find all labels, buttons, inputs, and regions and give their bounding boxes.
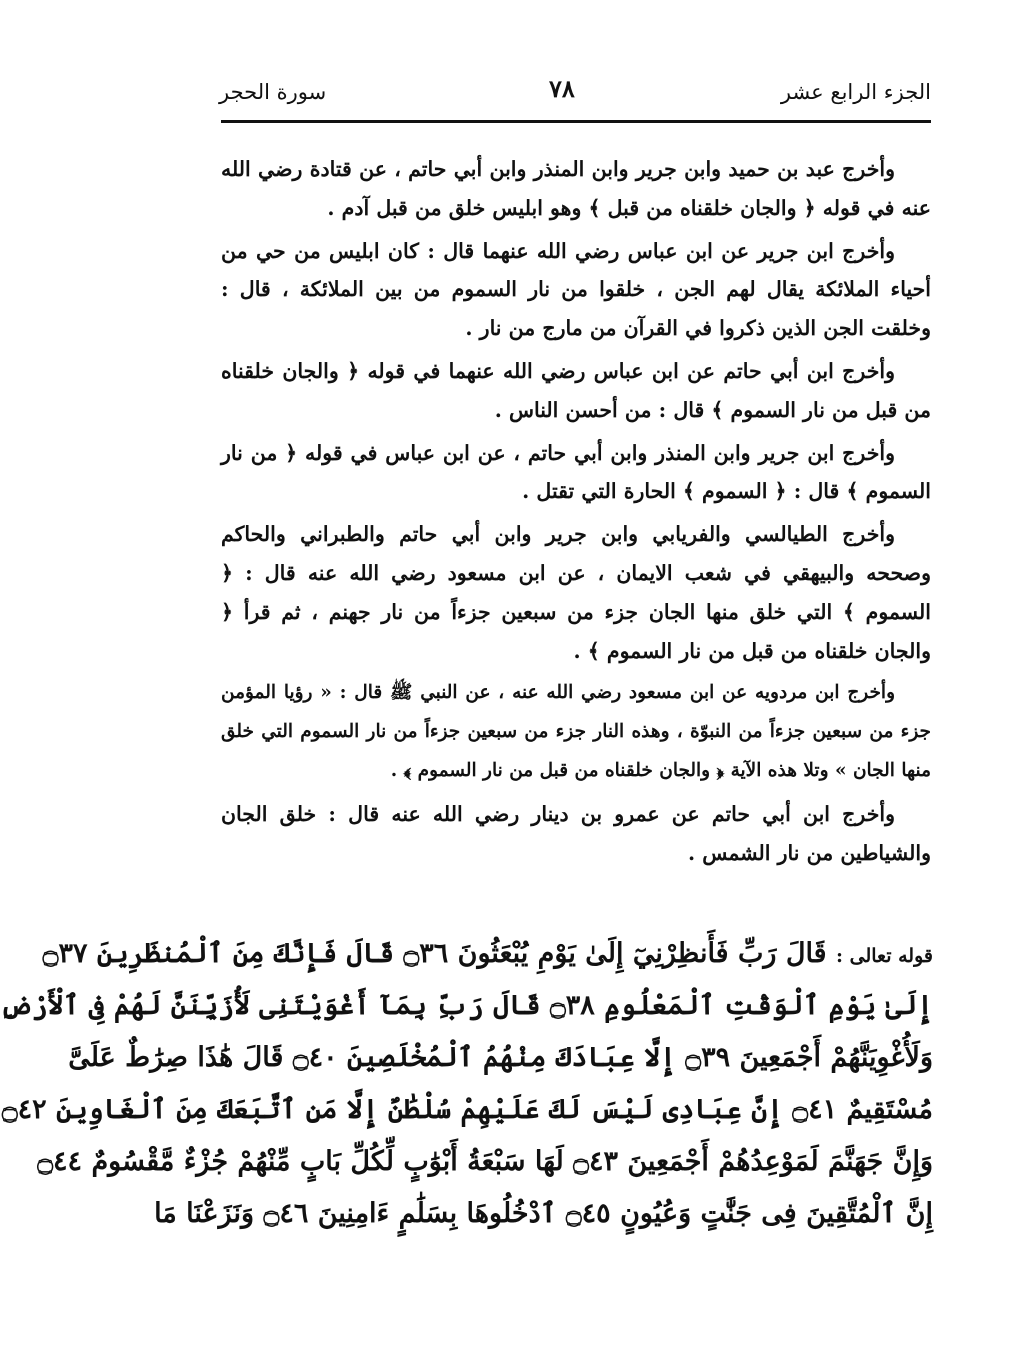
paragraph: وأخرج ابن أبي حاتم عن عمرو بن دينار رضي الله عنه قال : خلق الجان والشياطين من نار الشمس .	[221, 801, 931, 865]
quran-line	[42, 928, 933, 980]
commentary-text	[221, 150, 931, 876]
surah-title: سورة الحجر	[219, 80, 327, 104]
page-number: ٧٨	[549, 74, 575, 103]
quran-line: وَإِنَّ جَهَنَّمَ لَمَوْعِدُهُمْ أَجْمَعِينَ ۝٤٣ لَهَا سَبْعَةُ أَبْوَٰبٍ لِّكُلِّ بَابٍ مِّنْهُمْ جُزْءٌ مَّقْسُومٌ ۝٤٤	[37, 1146, 933, 1177]
header-rule	[221, 120, 931, 123]
juz-title: الجزء الرابع عشر	[780, 80, 931, 104]
quran-line: إِلَىٰ يَوْمِ ٱلْوَقْتِ ٱلْمَعْلُومِ ۝٣٨ قَالَ رَبِّ بِمَآ أَغْوَيْتَنِى لَأُزَيِّنَنَّ لَهُمْ فِى ٱلْأَرْضِ	[0, 990, 933, 1021]
verse-intro-label: قوله تعالى :	[836, 945, 933, 967]
quran-verses	[0, 928, 933, 1240]
paragraph: وأخرج الطيالسي والفريابي وابن جرير وابن أبي حاتم والطبراني والحاكم وصححه والبيهقي في شعب الايمان ، عن ابن مسعود رضي الله عنه قال : ﴿ السموم ﴾ التي خلق منها الجان جزء من سبعين جزءاً من نار جهنم ، ثم قرأ ﴿ والجان خلقناه من قبل من نار السموم ﴾ .	[221, 522, 931, 663]
quran-line: وَلَأُغْوِيَنَّهُمْ أَجْمَعِينَ ۝٣٩ إِلَّا عِبَادَكَ مِنْهُمُ ٱلْمُخْلَصِينَ ۝٤٠ قَالَ هَٰذَا صِرَٰطٌ عَلَىَّ	[68, 1042, 933, 1073]
paragraph: وأخرج ابن جرير عن ابن عباس رضي الله عنهما قال : كان ابليس من حي من أحياء الملائكة يقال لهم الجن ، خلقوا من نار السموم من بين الملائكة ، قال : وخلقت الجن الذين ذكروا في القرآن من مارج من نار .	[221, 238, 931, 341]
paragraph: وأخرج ابن مردويه عن ابن مسعود رضي الله عنه ، عن النبي ﷺ قال : « رؤيا المؤمن جزء من سبعين جزءاً من النبوّة ، وهذه النار جزء من سبعين جزءاً من نار السموم التي خلق منها الجان » وتلا هذه الآية ﴿ والجان خلقناه من قبل من نار السموم ﴾ .	[221, 682, 931, 781]
quran-line: إِنَّ ٱلْمُتَّقِينَ فِى جَنَّٰتٍ وَعُيُونٍ ۝٤٥ ٱدْخُلُوهَا بِسَلَٰمٍ ءَامِنِينَ ۝٤٦ وَنَزَعْنَا مَا	[154, 1198, 933, 1229]
paragraph: وأخرج ابن أبي حاتم عن ابن عباس رضي الله عنهما في قوله ﴿ والجان خلقناه من قبل من نار السموم ﴾ قال : من أحسن الناس .	[221, 358, 931, 422]
quran-line: مُسْتَقِيمٌ ۝٤١ إِنَّ عِبَادِى لَيْسَ لَكَ عَلَيْهِمْ سُلْطَٰنٌ إِلَّا مَنِ ٱتَّبَعَكَ مِنَ ٱلْغَاوِينَ ۝٤٢	[1, 1094, 933, 1125]
page-header	[219, 72, 931, 114]
paragraph: وأخرج ابن جرير وابن المنذر وابن أبي حاتم ، عن ابن عباس في قوله ﴿ من نار السموم ﴾ قال : ﴿ السموم ﴾ الحارة التي تقتل .	[221, 440, 931, 504]
paragraph: وأخرج عبد بن حميد وابن جرير وابن المنذر وابن أبي حاتم ، عن قتادة رضي الله عنه في قوله ﴿ والجان خلقناه من قبل ﴾ وهو ابليس خلق من قبل آدم .	[221, 157, 931, 220]
quran-line-text: قَالَ رَبِّ فَأَنظِرْنِيٓ إِلَىٰ يَوْمِ يُبْعَثُونَ ۝٣٦ قَالَ فَإِنَّكَ مِنَ ٱلْمُنظَرِينَ ۝٣٧	[42, 938, 827, 969]
